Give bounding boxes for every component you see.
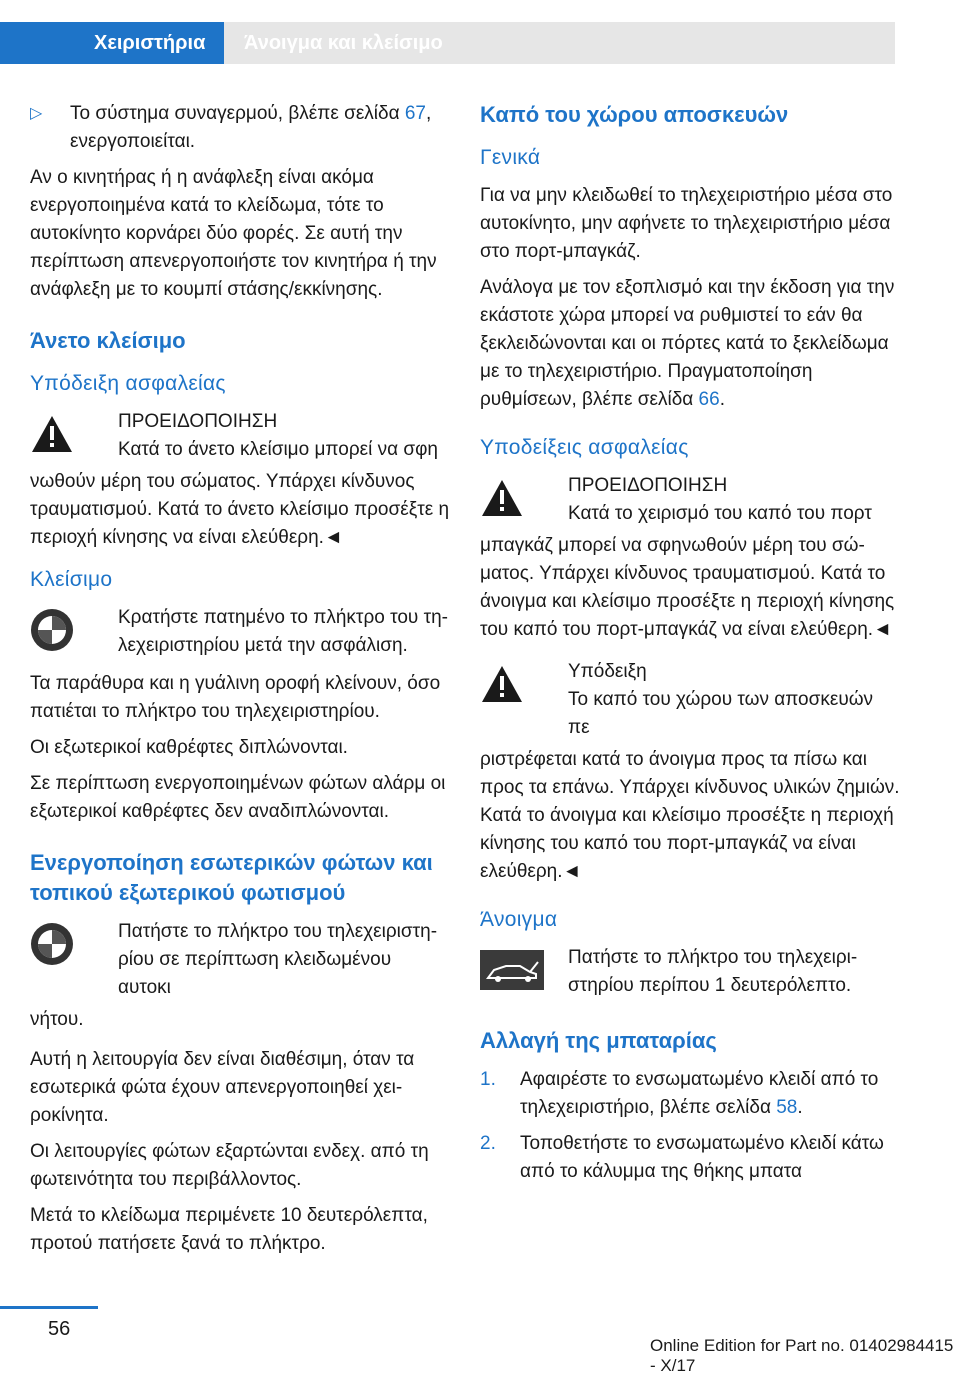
paragraph: Αυτή η λειτουργία δεν είναι διαθέσιμη, όταν τα εσωτερικά φώτα έχουν απενεργοποιηθεί χειροκίνητα. [30, 1049, 415, 1126]
heading-safety-note: Υπόδειξη ασφαλείας [30, 372, 226, 395]
list-item [480, 1130, 900, 1186]
right-column [480, 100, 900, 1194]
paragraph: Για να μην κλειδωθεί το τηλεχειριστήριο μέσα στο αυτοκίνητο, μην αφήνετε το τηλεχειριστήριο μέσα στο πορτ-μπαγκάζ. [480, 185, 893, 262]
opening-text: Πατήστε το πλήκτρο του τηλεχειριστηρίου περίπου 1 δευτερόλεπτο. [568, 947, 858, 996]
tab-opening-closing[interactable]: Άνοιγμα και κλείσιμο [224, 22, 895, 64]
heading-lights: Ενεργοποίηση εσωτερικών φώτων και τοπικού εξωτερικού φωτισμού [30, 850, 433, 905]
heading-battery-change: Αλλαγή της μπαταρίας [480, 1028, 717, 1053]
warning-text: Κατά το χειρισμό του καπό του πορτ [568, 503, 872, 524]
warning-triangle-icon [30, 410, 106, 458]
list-item [480, 1066, 900, 1122]
warning-triangle-icon [480, 474, 556, 522]
car-trunk-icon [480, 946, 556, 994]
warning-text: Κατά το άνετο κλείσιμο μπορεί να σφη [118, 439, 438, 460]
bullet-text: Το σύστημα συναγερμού, βλέπε σελίδα 67, ενεργοποιείται. [70, 103, 432, 152]
remote-block [30, 604, 450, 660]
paragraph: Οι λειτουργίες φώτων εξαρτώνται ενδεχ. από τη φωτεινότητα του περιβάλλοντος. [30, 1141, 429, 1190]
warning-title: ΠΡΟΕΙΔΟΠΟΙΗΣΗ [118, 411, 278, 432]
paragraph: Σε περίπτωση ενεργοποιημένων φώτων αλάρμ οι εξωτερικοί καθρέφτες δεν αναδιπλώνονται. [30, 773, 446, 822]
step-text: Τοποθετήστε το ενσωματωμένο κλειδί κάτω από το κάλυμμα της θήκης μπατα [520, 1133, 884, 1182]
bmw-logo-icon [30, 920, 106, 968]
step-text: Αφαιρέστε το ενσωματωμένο κλειδί από το τηλεχειριστήριο, βλέπε σελίδα 58. [520, 1069, 879, 1118]
page-link[interactable]: 58 [776, 1097, 798, 1118]
bullet-triangle-icon: ▷ [30, 105, 43, 122]
remote-block [30, 918, 450, 1002]
note-text: Το καπό του χώρου των αποσκευών πε [568, 689, 874, 738]
note-text-continued: ριστρέφεται κατά το άνοιγμα προς τα πίσω και προς τα επάνω. Υπάρχει κίνδυνος υλικών ζημιών. Κατά το άνοιγμα και κλείσιμο προσέξτε η περιοχή κίνησης του καπό του πορτ-μπαγκάζ να είναι ελεύθερη.◄ [480, 749, 900, 882]
lights-text: Πατήστε το πλήκτρο του τηλεχειριστηρίου σε περίπτωση κλειδωμένου αυτοκι [118, 921, 438, 998]
heading-general: Γενικά [480, 146, 541, 169]
warning-block [480, 472, 900, 528]
trunk-button-block [480, 944, 900, 1000]
heading-comfort-close: Άνετο κλείσιμο [30, 328, 186, 353]
tab-controls[interactable]: Χειριστήρια [0, 22, 224, 64]
warning-triangle-icon [480, 660, 556, 708]
warning-title: ΠΡΟΕΙΔΟΠΟΙΗΣΗ [568, 475, 728, 496]
paragraph: Οι εξωτερικοί καθρέφτες διπλώνονται. [30, 737, 348, 758]
paragraph: Τα παράθυρα και η γυάλινη οροφή κλείνουν, όσο πατιέται το πλήκτρο του τηλεχειριστηρίου. [30, 673, 441, 722]
note-block [480, 658, 900, 742]
warning-block [30, 408, 450, 464]
page-link[interactable]: 67 [404, 103, 426, 124]
paragraph: Μετά το κλείδωμα περιμένετε 10 δευτερόλεπτα, προτού πατήσετε ξανά το πλήκτρο. [30, 1205, 428, 1254]
bmw-logo-icon [30, 606, 106, 654]
heading-safety-notes: Υποδείξεις ασφαλείας [480, 436, 689, 459]
paragraph: Ανάλογα με τον εξοπλισμό και την έκδοση για την εκάστοτε χώρα μπορεί να ρυθμιστεί το εάν θα ξεκλειδώνονται και οι πόρτες κατά το ξεκλείδωμα με το τηλεχειριστήριο. Πραγματοποίηση ρυθμίσεων, βλέπε σελίδα 66. [480, 277, 895, 410]
left-column [30, 100, 450, 1266]
page-number: 56 [48, 1318, 71, 1340]
footer-edition: Online Edition for Part no. 01402984415 - X/17 [650, 1336, 954, 1375]
note-title: Υπόδειξη [568, 661, 647, 682]
page-link[interactable]: 66 [698, 389, 720, 410]
closing-text: Κρατήστε πατημένο το πλήκτρο του τηλεχειριστηρίου μετά την ασφάλιση. [118, 607, 448, 656]
heading-closing: Κλείσιμο [30, 568, 113, 591]
step-number: 1. [480, 1069, 496, 1090]
paragraph: Αν ο κινητήρας ή η ανάφλεξη είναι ακόμα ενεργοποιημένα κατά το κλείδωμα, τότε το αυτοκίνητο κορνάρει δύο φορές. Σε αυτή την περίπτωση απενεργοποιήστε τον κινητήρα ή την ανάφλεξη με το κουμπί στάσης/εκκίνησης. [30, 167, 437, 300]
warning-text-continued: νωθούν μέρη του σώματος. Υπάρχει κίνδυνος τραυματισμού. Κατά το άνετο κλείσιμο προσέξτε η περιοχή κίνησης να είναι ελεύθερη.◄ [30, 471, 450, 548]
footer-divider [0, 1306, 98, 1309]
heading-opening: Άνοιγμα [480, 908, 558, 931]
lights-text-continued: νήτου. [30, 1009, 84, 1030]
warning-text-continued: μπαγκάζ μπορεί να σφηνωθούν μέρη του σώματος. Υπάρχει κίνδυνος τραυματισμού. Κατά το άνοιγμα και κλείσιμο προσέξτε η περιοχή κίνησης του καπό του πορτ-μπαγκάζ να είναι ελεύθερη.◄ [480, 535, 895, 640]
list-item [30, 100, 450, 156]
heading-trunk-lid: Καπό του χώρου αποσκευών [480, 102, 789, 127]
step-number: 2. [480, 1133, 496, 1154]
page-header [0, 0, 895, 62]
